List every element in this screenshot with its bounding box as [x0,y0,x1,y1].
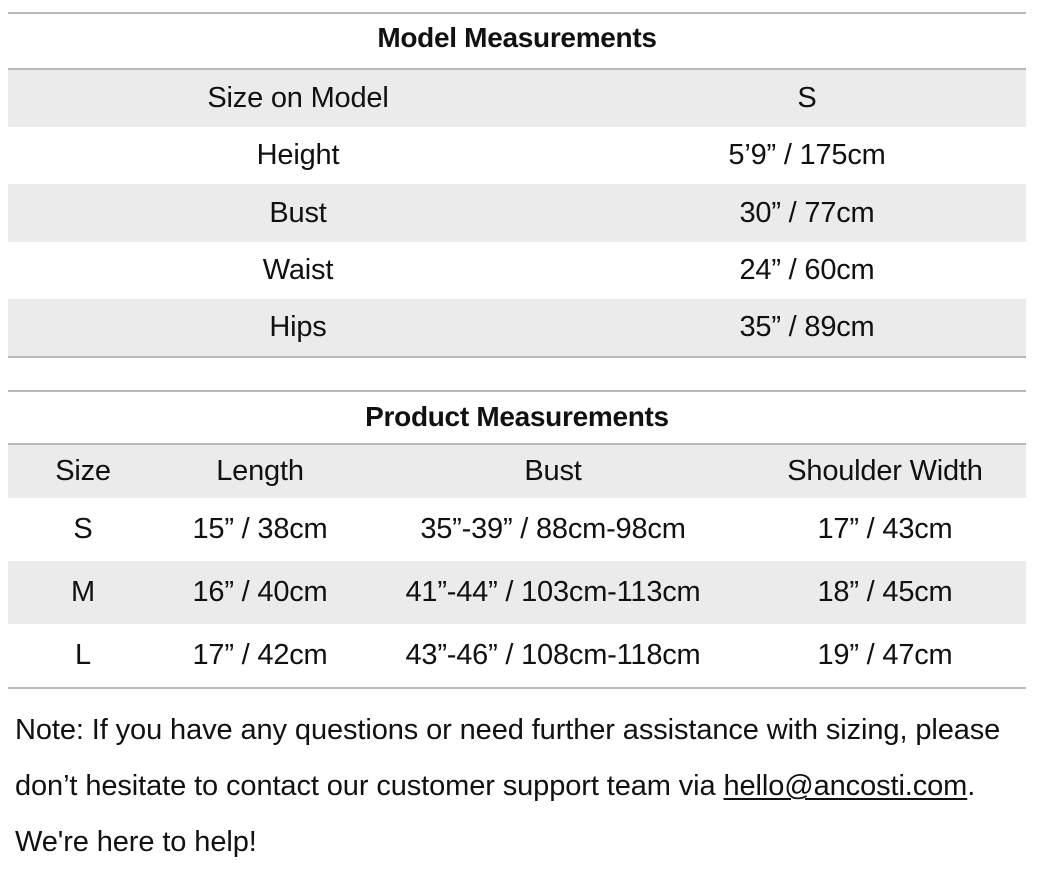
measurement-label: Hips [269,311,327,343]
measurement-value: 30” / 77cm [739,196,875,229]
table-row [8,70,1026,127]
measurement-label: Size on Model [207,82,389,114]
model-measurements-table [8,12,1026,358]
bust-cell: 41”-44” / 103cm-113cm [405,576,701,608]
column-header-size: Size [55,455,111,487]
column-header-bust: Bust [524,455,582,487]
table-row [8,624,1026,687]
note-text: Note: If you have any questions or need further assistance with sizing, please don’t hesitate to contact our customer support team via [15,714,1001,802]
product-measurements-table [8,390,1026,689]
table-row [8,299,1026,356]
table-row [8,184,1026,242]
measurement-value: 24” / 60cm [739,254,875,286]
measurement-value: S [797,82,817,114]
measurement-label: Bust [269,196,327,229]
length-cell: 17” / 42cm [192,639,328,671]
length-cell: 15” / 38cm [192,513,328,545]
size-cell: M [71,576,95,608]
shoulder-width-cell: 19” / 47cm [817,639,953,671]
shoulder-width-cell: 18” / 45cm [817,576,953,608]
table-header-row [8,445,1026,498]
size-cell: S [73,513,93,545]
measurement-value: 35” / 89cm [739,311,875,343]
bust-cell: 35”-39” / 88cm-98cm [420,513,686,545]
top-rule [8,12,1026,14]
support-email-link[interactable]: hello@ancosti.com [723,770,968,802]
column-header-shoulder-width: Shoulder Width [787,455,983,487]
measurement-value: 5’9” / 175cm [728,139,886,171]
bust-cell: 43”-46” / 108cm-118cm [405,639,701,671]
table-row [8,561,1026,624]
size-cell: L [75,639,91,671]
note-text-end: . We're here to help! [15,770,976,858]
measurement-label: Height [256,139,340,171]
measurement-label: Waist [262,254,334,286]
model-table-title: Model Measurements [377,22,657,53]
table-row [8,242,1026,299]
length-cell: 16” / 40cm [192,576,328,608]
table-row [8,127,1026,184]
bottom-rule [8,356,1026,358]
product-table-title: Product Measurements [365,401,669,432]
column-header-length: Length [216,455,304,487]
sizing-note [15,702,1030,870]
bottom-rule [8,687,1026,689]
top-rule [8,390,1026,392]
table-row [8,498,1026,561]
shoulder-width-cell: 17” / 43cm [817,513,953,545]
